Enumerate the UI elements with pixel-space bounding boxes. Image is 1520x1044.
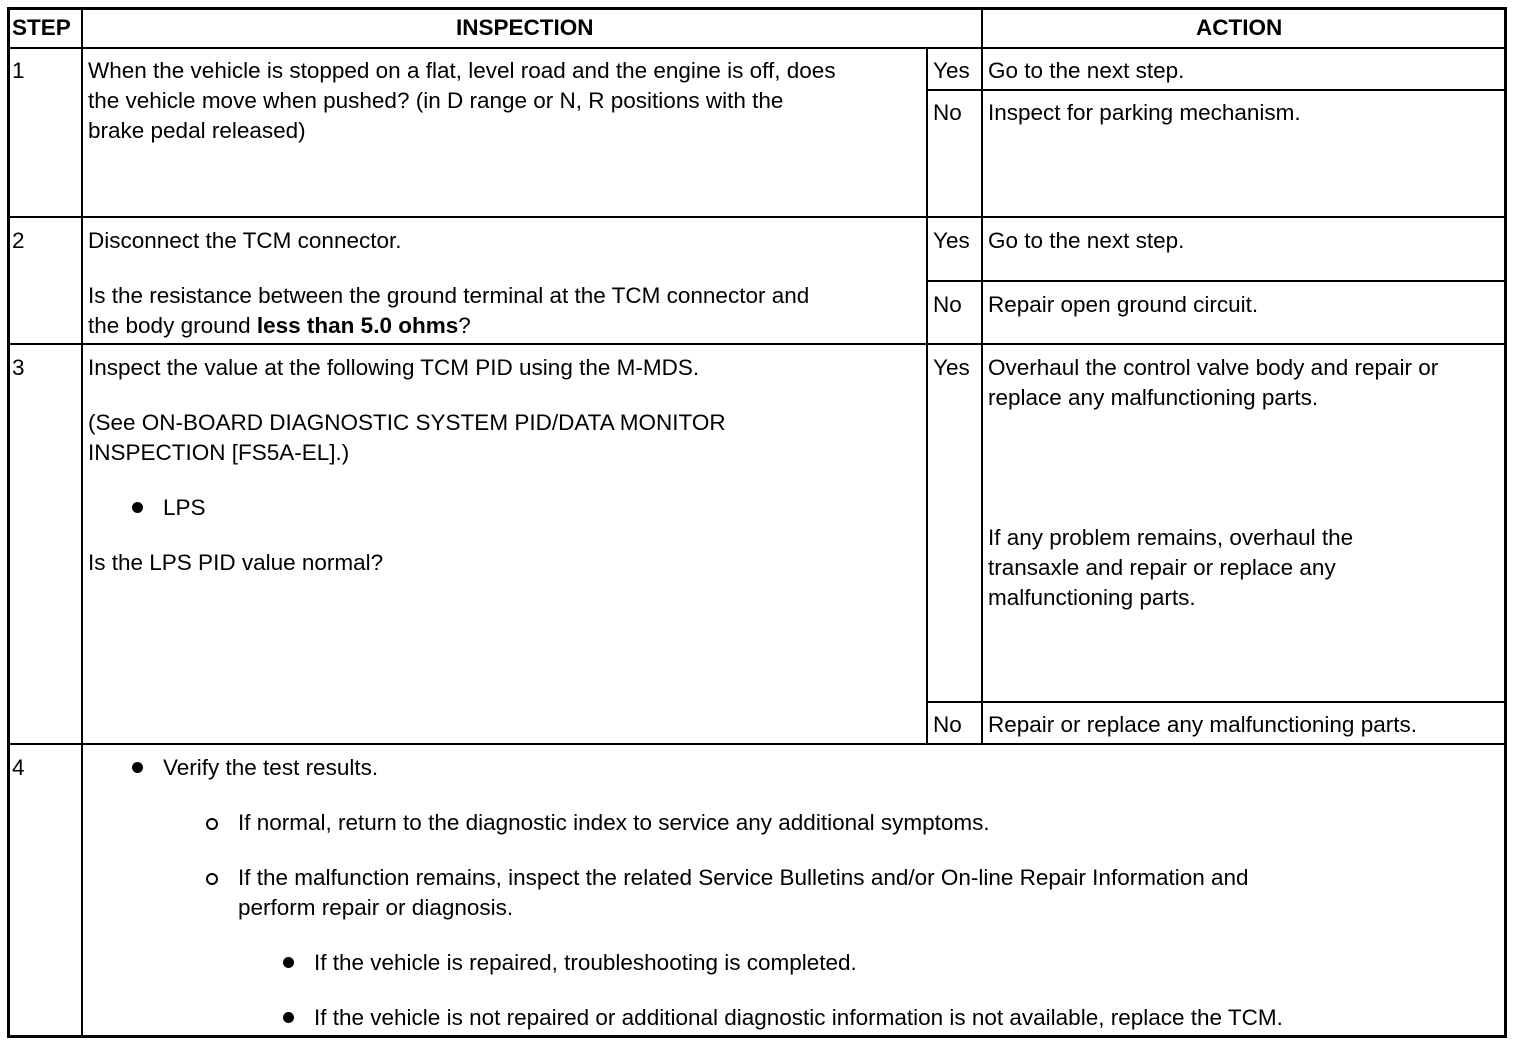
header-inspection: INSPECTION	[456, 15, 594, 40]
resistance-threshold: less than 5.0 ohms	[256, 313, 459, 338]
inspection-text: the vehicle move when pushed? (in D range or N, R positions with the	[88, 88, 784, 113]
inspection-text: brake pedal released)	[88, 118, 306, 143]
yes-label: Yes	[933, 228, 970, 253]
yes-action: replace any malfunctioning parts.	[988, 385, 1319, 410]
inspection-text: Is the resistance between the ground terminal at the TCM connector and	[88, 283, 810, 308]
bullet-icon	[132, 762, 143, 773]
yes-action: Go to the next step.	[988, 58, 1185, 83]
list-item: If the vehicle is repaired, troubleshooting is completed.	[314, 950, 857, 975]
yes-action: If any problem remains, overhaul the	[988, 525, 1354, 550]
no-action: Repair or replace any malfunctioning parts.	[988, 712, 1417, 737]
no-label: No	[933, 100, 962, 125]
no-action: Repair open ground circuit.	[988, 292, 1259, 317]
list-item: If the vehicle is not repaired or additional diagnostic information is not available, replace the TCM.	[314, 1005, 1283, 1030]
row-divider	[7, 216, 1507, 218]
list-item: If the malfunction remains, inspect the related Service Bulletins and/or On-line Repair Information and	[238, 865, 1249, 890]
no-label: No	[933, 712, 962, 737]
inspection-text	[88, 311, 471, 341]
row-divider	[7, 343, 1507, 345]
yes-label: Yes	[933, 58, 970, 83]
yes-action: transaxle and repair or replace any	[988, 555, 1336, 580]
inspection-text-part: ?	[458, 313, 471, 338]
step-number: 1	[12, 58, 25, 83]
step-number: 4	[12, 755, 25, 780]
yes-action: malfunctioning parts.	[988, 585, 1196, 610]
inspection-text-part: the body ground	[88, 313, 257, 338]
column-divider	[81, 7, 83, 1038]
list-item: perform repair or diagnosis.	[238, 895, 514, 920]
column-divider	[981, 7, 983, 745]
column-divider	[926, 47, 928, 745]
inspection-text: (See ON-BOARD DIAGNOSTIC SYSTEM PID/DATA MONITOR	[88, 410, 726, 435]
header-step: STEP	[12, 15, 71, 40]
circle-bullet-icon	[206, 873, 218, 885]
bullet-icon	[283, 957, 294, 968]
inspection-text: Is the LPS PID value normal?	[88, 550, 384, 575]
row-divider	[927, 701, 1507, 703]
yes-action: Go to the next step.	[988, 228, 1185, 253]
no-action: Inspect for parking mechanism.	[988, 100, 1301, 125]
bullet-icon	[283, 1012, 294, 1023]
inspection-text: Inspect the value at the following TCM PID using the M-MDS.	[88, 355, 700, 380]
inspection-text: Disconnect the TCM connector.	[88, 228, 402, 253]
step-number: 3	[12, 355, 25, 380]
inspection-text: When the vehicle is stopped on a flat, level road and the engine is off, does	[88, 58, 836, 83]
row-divider	[927, 280, 1507, 282]
yes-action: Overhaul the control valve body and repair or	[988, 355, 1439, 380]
list-item: Verify the test results.	[163, 755, 379, 780]
row-divider	[7, 47, 1507, 49]
yes-label: Yes	[933, 355, 970, 380]
row-divider	[927, 89, 1507, 91]
no-label: No	[933, 292, 962, 317]
pid-item: LPS	[163, 495, 206, 520]
step-number: 2	[12, 228, 25, 253]
row-divider	[7, 743, 1507, 745]
circle-bullet-icon	[206, 818, 218, 830]
inspection-text: INSPECTION [FS5A-EL].)	[88, 440, 350, 465]
list-item: If normal, return to the diagnostic index to service any additional symptoms.	[238, 810, 990, 835]
bullet-icon	[132, 502, 143, 513]
header-action: ACTION	[1196, 15, 1283, 40]
